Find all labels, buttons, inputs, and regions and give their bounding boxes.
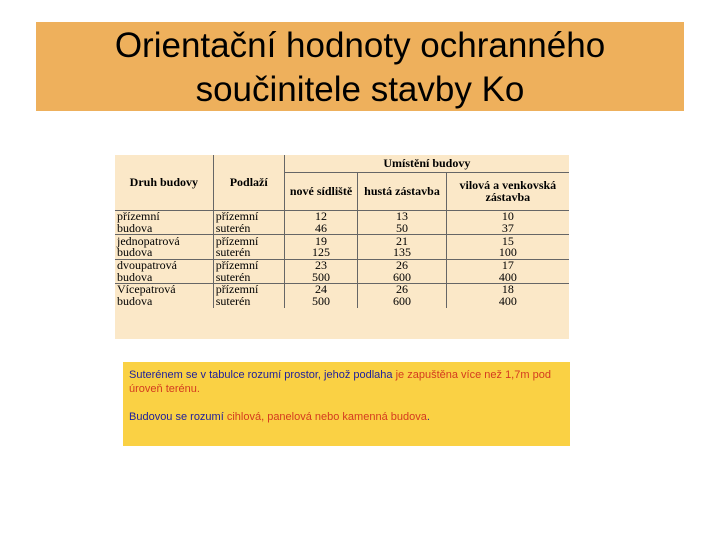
header-husta: hustá zástavba [358, 173, 446, 211]
note-paragraph-2: Budovou se rozumí cihlová, panelová nebo kamenná budova. [129, 411, 430, 423]
cell-nove: 125 [284, 247, 358, 259]
cell-husta: 26 [358, 284, 446, 296]
cell-druh: přízemní [115, 211, 213, 223]
cell-husta: 600 [358, 271, 446, 283]
cell-druh: budova [115, 271, 213, 283]
cell-vilova: 400 [446, 271, 569, 283]
cell-druh: budova [115, 247, 213, 259]
header-vilova: vilová a venkovská zástavba [446, 173, 569, 211]
cell-podlazi: přízemní [213, 211, 284, 223]
cell-nove: 500 [284, 296, 358, 308]
note-text [129, 368, 565, 424]
cell-vilova: 10 [446, 211, 569, 223]
cell-nove: 19 [284, 235, 358, 247]
cell-podlazi: suterén [213, 223, 284, 235]
slide-title [36, 24, 684, 112]
cell-podlazi: přízemní [213, 235, 284, 247]
note-paragraph-1: Suterénem se v tabulce rozumí prostor, jehož podlaha je zapuštěna více než 1,7m pod úroveň terénu. [129, 369, 551, 395]
table-row [115, 271, 569, 283]
cell-husta: 600 [358, 296, 446, 308]
cell-vilova: 17 [501, 257, 514, 272]
cell-druh: Vícepatrová [115, 284, 213, 296]
cell-nove: 12 [284, 211, 358, 223]
cell-vilova: 37 [446, 223, 569, 235]
cell-podlazi: suterén [213, 296, 284, 308]
cell-nove: 23 [284, 259, 358, 271]
table-body [115, 211, 569, 308]
cell-druh: jednopatrová [115, 235, 213, 247]
table-row [115, 211, 569, 223]
cell-podlazi: přízemní [213, 284, 284, 296]
header-podlazi: Podlaží [213, 155, 284, 211]
cell-vilova: 100 [446, 247, 569, 259]
cell-podlazi: suterén [213, 247, 284, 259]
header-umisteni: Umístění budovy [284, 155, 569, 173]
cell-druh: dvoupatrová [115, 259, 213, 271]
header-druh: Druh budovy [115, 155, 213, 211]
cell-husta: 26 [358, 259, 446, 271]
cell-husta: 13 [358, 211, 446, 223]
cell-nove: 46 [284, 223, 358, 235]
table-row [115, 247, 569, 259]
cell-nove: 24 [284, 284, 358, 296]
cell-podlazi: suterén [213, 271, 284, 283]
cell-vilova: 400 [498, 294, 517, 309]
header-nove: nové sídliště [284, 173, 358, 211]
cell-druh: budova [115, 296, 213, 308]
cell-husta: 135 [358, 247, 446, 259]
cell-nove: 500 [284, 271, 358, 283]
cell-vilova: 18 [501, 282, 514, 297]
table-row [115, 223, 569, 235]
cell-podlazi: přízemní [213, 259, 284, 271]
cell-husta: 21 [358, 235, 446, 247]
title-line-1: Orientační hodnoty ochranného [114, 26, 606, 65]
title-line-2: součinitele stavby Ko [195, 70, 525, 109]
ko-table [115, 155, 569, 308]
cell-druh: budova [115, 223, 213, 235]
cell-vilova: 15 [501, 233, 514, 248]
table-row [115, 296, 569, 308]
cell-husta: 50 [358, 223, 446, 235]
